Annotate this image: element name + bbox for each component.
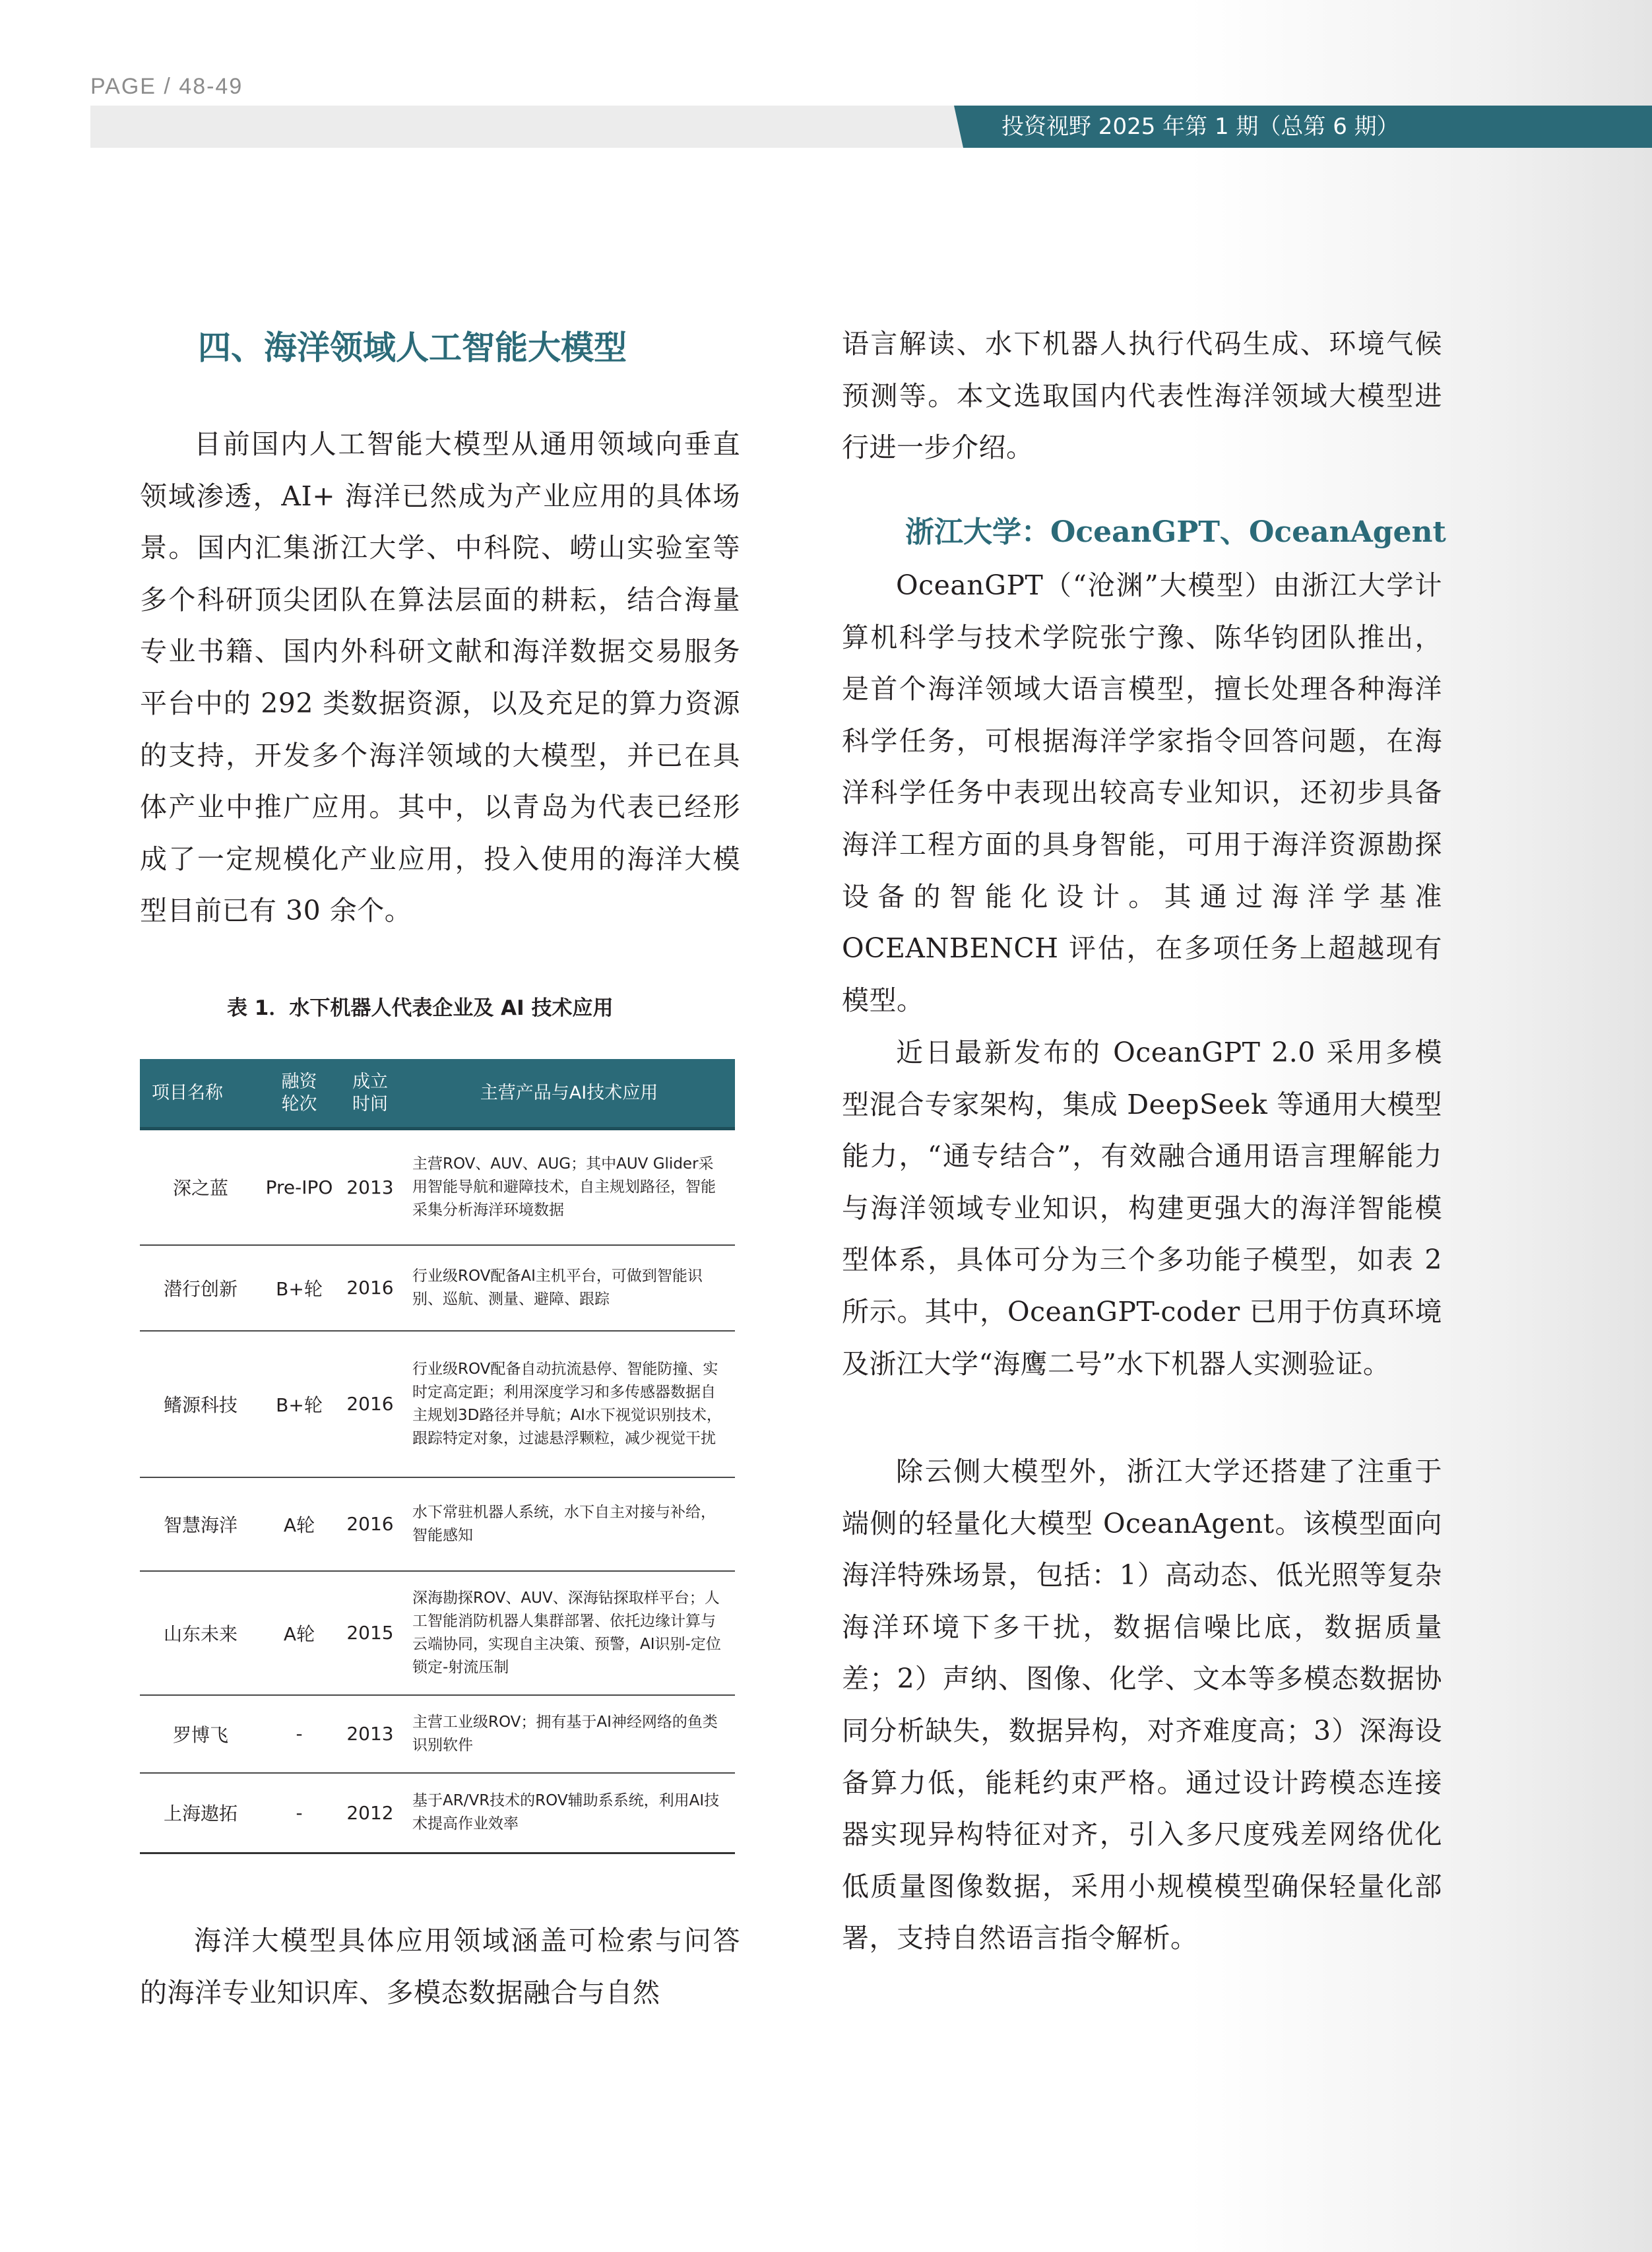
subsection-title: 浙江大学：OceanGPT、OceanAgent — [905, 515, 1446, 549]
table-row — [140, 1695, 735, 1773]
table-caption: 表 1．水下机器人代表企业及 AI 技术应用 — [227, 996, 614, 1020]
cell-product: 深海勘探ROV、AUV、深海钻探取样平台；人工智能消防机器人集群部署、依托边缘计算与云端协同，实现自主决策、预警，AI识别-定位锁定-射流压制 — [403, 1571, 735, 1695]
left-paragraph-2: 海洋大模型具体应用领域涵盖可检索与问答的海洋专业知识库、多模态数据融合与自然 — [140, 1925, 740, 2009]
cell-year: 2016 — [337, 1331, 403, 1477]
table-row — [140, 1571, 735, 1695]
cell-name: 山东未来 — [140, 1571, 261, 1695]
cell-product: 水下常驻机器人系统，水下自主对接与补给，智能感知 — [403, 1477, 735, 1571]
cell-round: B+轮 — [261, 1331, 337, 1477]
cell-round: A轮 — [261, 1571, 337, 1695]
cell-year: 2016 — [337, 1477, 403, 1571]
cell-round: - — [261, 1695, 337, 1773]
cell-name: 智慧海洋 — [140, 1477, 261, 1571]
cell-name: 鳍源科技 — [140, 1331, 261, 1477]
cell-round: Pre-IPO — [261, 1129, 337, 1245]
table-row — [140, 1477, 735, 1571]
cell-year: 2013 — [337, 1695, 403, 1773]
company-table — [140, 1059, 735, 1854]
page-number-label: PAGE / 48-49 — [90, 74, 243, 99]
header-round: 融资轮次 — [261, 1059, 337, 1129]
cell-round: A轮 — [261, 1477, 337, 1571]
right-paragraph-3: 除云侧大模型外，浙江大学还搭建了注重于端侧的轻量化大模型 OceanAgent。该模型面向海洋特殊场景，包括：1）高动态、低光照等复杂海洋环境下多干扰，数据信噪比底，数据质量差；2）声纳、图像、化学、文本等多模态数据协同分析缺失，数据异构，对齐难度高；3）深海设备算力低，能耗约束严格。通过设计跨模态连接器实现异构特征对齐，引入多尺度残差网络优化低质量图像数据，采用小规模模型确保轻量化部署，支持自然语言指令解析。 — [842, 1456, 1442, 1954]
table-row — [140, 1129, 735, 1245]
publication-title: 投资视野 2025 年第 1 期（总第 6 期） — [1001, 113, 1399, 140]
right-paragraph-1: OceanGPT（“沧渊”大模型）由浙江大学计算机科学与技术学院张宁豫、陈华钧团队推出，是首个海洋领域大语言模型，擅长处理各种海洋科学任务，可根据海洋学家指令回答问题，在海洋科学任务中表现出较高专业知识，还初步具备海洋工程方面的具身智能，可用于海洋资源勘探设备的智能化设计。其通过海洋学基准 OCEANBENCH 评估，在多项任务上超越现有模型。 — [842, 569, 1442, 1016]
cell-year: 2012 — [337, 1773, 403, 1853]
right-paragraph-2: 近日最新发布的 OceanGPT 2.0 采用多模型混合专家架构，集成 DeepSeek 等通用大模型能力，“通专结合”，有效融合通用语言理解能力与海洋领域专业知识，构建更强大的海洋智能模型体系，具体可分为三个多功能子模型，如表 2 所示。其中，OceanGPT-coder 已用于仿真环境及浙江大学“海鹰二号”水下机器人实测验证。 — [842, 1037, 1442, 1380]
table-header-row — [140, 1059, 735, 1129]
cell-name: 深之蓝 — [140, 1129, 261, 1245]
right-paragraph-0: 语言解读、水下机器人执行代码生成、环境气候预测等。本文选取国内代表性海洋领域大模型进行进一步介绍。 — [842, 328, 1442, 464]
cell-year: 2013 — [337, 1129, 403, 1245]
header-year: 成立时间 — [337, 1059, 403, 1129]
cell-name: 上海遨拓 — [140, 1773, 261, 1853]
cell-year: 2015 — [337, 1571, 403, 1695]
cell-product: 基于AR/VR技术的ROV辅助系系统，利用AI技术提高作业效率 — [403, 1773, 735, 1853]
left-paragraph-1: 目前国内人工智能大模型从通用领域向垂直领域渗透，AI+ 海洋已然成为产业应用的具体场景。国内汇集浙江大学、中科院、崂山实验室等多个科研顶尖团队在算法层面的耕耘，结合海量专业书籍、国内外科研文献和海洋数据交易服务平台中的 292 类数据资源，以及充足的算力资源的支持，开发多个海洋领域的大模型，并已在具体产业中推广应用。其中，以青岛为代表已经形成了一定规模化产业应用，投入使用的海洋大模型目前已有 30 余个。 — [140, 428, 740, 927]
header-product: 主营产品与AI技术应用 — [403, 1059, 735, 1129]
cell-product: 主营ROV、AUV、AUG；其中AUV Glider采用智能导航和避障技术，自主规划路径，智能采集分析海洋环境数据 — [403, 1129, 735, 1245]
cell-name: 潜行创新 — [140, 1245, 261, 1331]
cell-round: B+轮 — [261, 1245, 337, 1331]
header-name: 项目名称 — [140, 1059, 261, 1129]
cell-product: 行业级ROV配备AI主机平台，可做到智能识别、巡航、测量、避障、跟踪 — [403, 1245, 735, 1331]
section-title: 四、海洋领域人工智能大模型 — [198, 329, 627, 367]
cell-product: 行业级ROV配备自动抗流悬停、智能防撞、实时定高定距；利用深度学习和多传感器数据自主规划3D路径并导航；AI水下视觉识别技术，跟踪特定对象，过滤悬浮颗粒，减少视觉干扰 — [403, 1331, 735, 1477]
cell-round: - — [261, 1773, 337, 1853]
cell-product: 主营工业级ROV；拥有基于AI神经网络的鱼类识别软件 — [403, 1695, 735, 1773]
cell-name: 罗博飞 — [140, 1695, 261, 1773]
table-row — [140, 1245, 735, 1331]
table-row — [140, 1773, 735, 1853]
table-row — [140, 1331, 735, 1477]
cell-year: 2016 — [337, 1245, 403, 1331]
